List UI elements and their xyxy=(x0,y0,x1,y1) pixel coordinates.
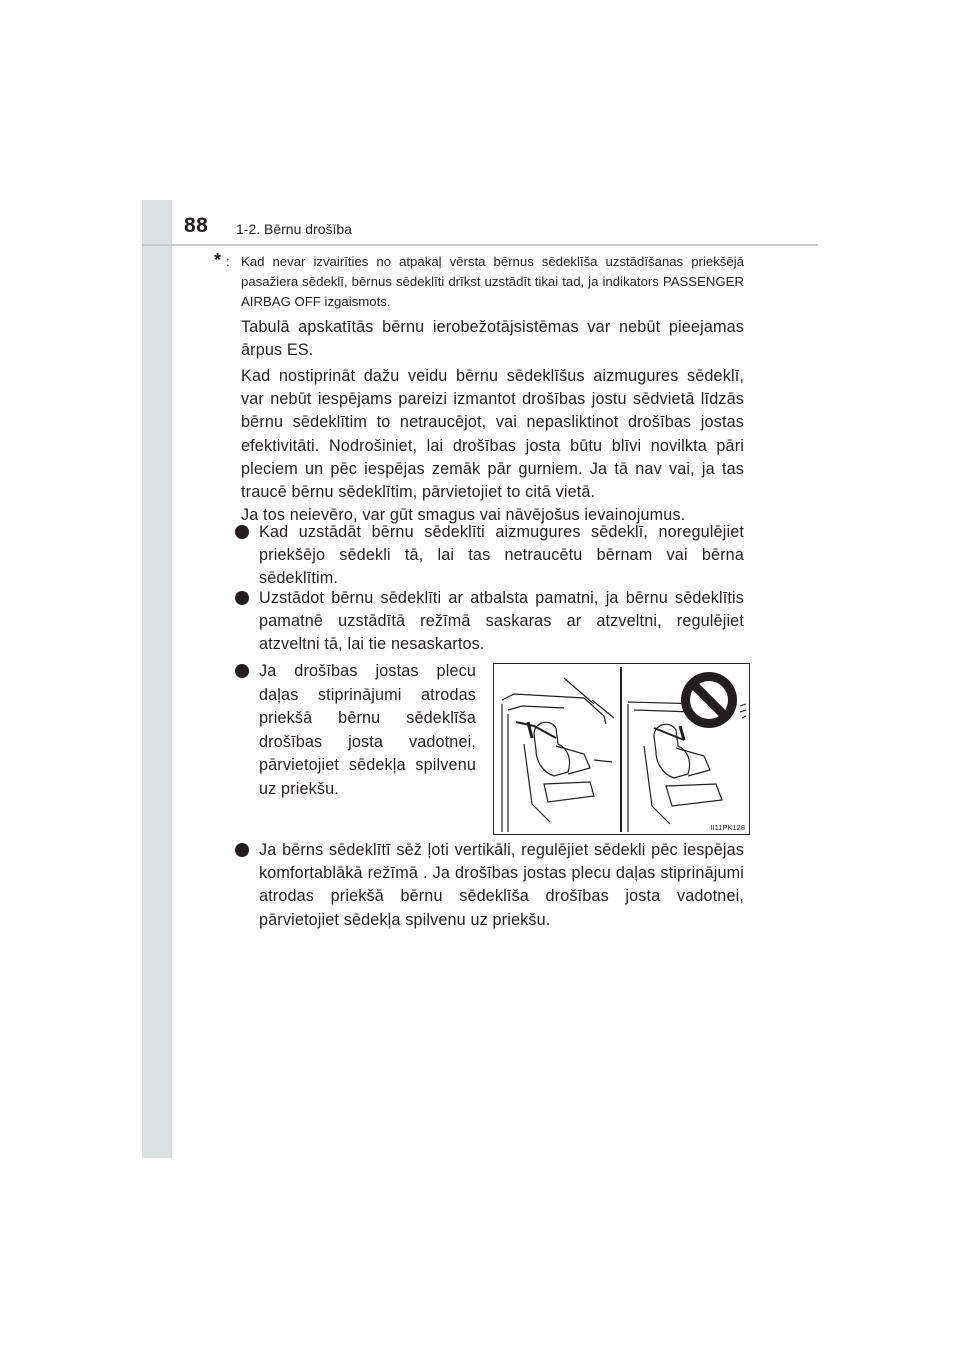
bullet-dot xyxy=(235,591,249,605)
window-sill-left xyxy=(508,706,564,710)
bullet-item xyxy=(259,839,744,932)
window-frame-left xyxy=(502,694,606,724)
bullet-text: Kad uzstādāt bērnu sēdeklīti aizmugures sēdeklī, noregulējiet priekšējo sēdekli tā, lai tas netraucētu bērnam vai bērna sēdeklītim. xyxy=(259,523,744,588)
illustration-drawing xyxy=(494,664,749,834)
bullet-text: Uzstādot bērnu sēdeklīti ar atbalsta pamatni, ja bērnu sēdeklītis pamatnē uzstādītā režīmā saskaras ar atzveltni, regulējiet atzveltni tā, lai tie nesaskartos. xyxy=(259,589,744,654)
bullet-text: Ja bērns sēdeklītī sēž ļoti vertikāli, regulējiet sēdekli pēc iespējas komfortablākā režīmā . Ja drošības jostas plecu daļas stiprinājumi atrodas priekšā bērnu sēdeklīša drošības josta vadotnei, pārvietojiet sēdekļa spilvenu uz priekšu. xyxy=(259,841,744,929)
footnote xyxy=(214,252,744,312)
bullet-item xyxy=(259,660,476,801)
seat-cushion-left xyxy=(544,782,594,802)
figure-code: II11PK128 xyxy=(710,823,745,832)
seat-cushion-illustration xyxy=(493,663,750,835)
footnote-colon: : xyxy=(226,254,230,269)
bullet-text: Ja drošības jostas plecu daļas stiprinājumi atrodas priekšā bērnu sēdeklīša drošības josta vadotnei, pārvietojiet sēdekļa spilvenu uz priekšu. xyxy=(259,662,476,798)
seat-cushion-right xyxy=(666,784,722,806)
footnote-marker: * xyxy=(214,250,222,270)
chapter-tab-sidebar xyxy=(142,200,172,1158)
child-seat-right xyxy=(654,724,690,778)
paragraph-rear-seat: Kad nostiprināt dažu veidu bērnu sēdeklīšus aizmugures sēdeklī, var nebūt iespējams pareizi izmantot drošības jostu sēdvietā līdzās bērnu sēdeklītim to netraucējot, vai nepasliktinot drošības jostas efektivitāti. Nodrošiniet, lai drošības josta būtu blīvi novilkta pāri pleciem un pēc iespējas zemāk pār gurniem. Ja tā nav vai, ja tas traucē bērnu sēdeklītim, pārvietojiet to citā vietā. xyxy=(241,367,744,502)
bullet-item xyxy=(259,521,744,591)
bullet-dot xyxy=(235,664,249,678)
child-seat-left xyxy=(534,722,570,776)
bullet-item xyxy=(259,587,744,657)
page-number: 88 xyxy=(184,214,209,237)
footnote-text: Kad nevar izvairīties no atpakaļ vērsta bērnus sēdeklīša uzstādīšanas priekšējā pasažiera sēdeklī, bērnus sēdeklīti drīkst uzstādīt tikai tad, ja indikators PASSENGER AIRBAG OFF izgaismots. xyxy=(241,254,744,309)
paragraph-availability: Tabulā apskatītās bērnu ierobežotājsistēmas var nebūt pieejamas ārpus ES. xyxy=(241,318,744,360)
belt-right xyxy=(654,728,684,740)
door-pillar-left xyxy=(564,678,594,704)
paragraph-warning: Ja tos neievēro, var gūt smagus vai nāvējošus ievainojumus. xyxy=(241,506,686,524)
belt-left xyxy=(516,722,556,738)
section-title: 1-2. Bērnu drošība xyxy=(236,221,352,237)
header-divider xyxy=(142,244,818,246)
bullet-dot xyxy=(235,843,249,857)
bullet-dot xyxy=(235,525,249,539)
prohibition-icon xyxy=(681,672,746,728)
